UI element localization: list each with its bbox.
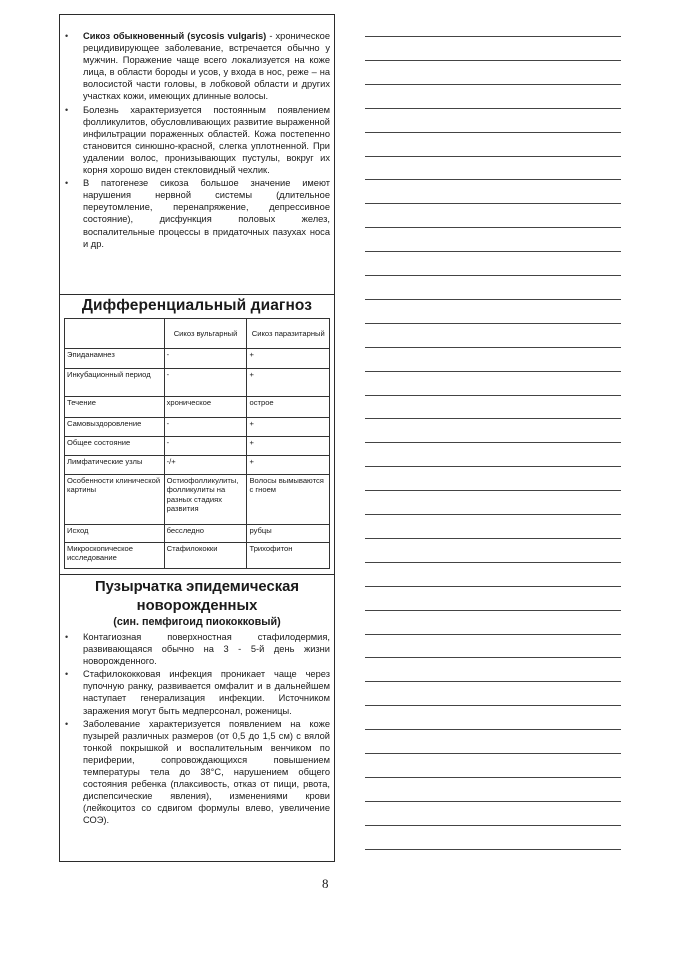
table-cell: - bbox=[164, 369, 247, 397]
differential-table bbox=[64, 318, 330, 569]
note-line bbox=[365, 299, 621, 300]
list-item bbox=[65, 668, 330, 716]
bullet-text: Контагиозная поверхностная стафилодермия, развивающаяся обычно на 3 - 5-й день жизни новорожденного. bbox=[83, 632, 330, 667]
table-row bbox=[65, 397, 330, 418]
notes-column bbox=[365, 0, 621, 960]
bullet-text: Болезнь характеризуется постоянным появлением фолликулитов, обусловливающих развитие выраженной инфильтрации пораженных областей. Кожа постепенно становится синюшно-красной, слегка уплотненной. При удалении волос, пронизывающих пустулы, вокруг их корня хорошо виден стекловидный чехлик. bbox=[83, 104, 330, 176]
list-item bbox=[65, 104, 330, 177]
table-header-cell bbox=[65, 319, 165, 349]
bullet-icon: • bbox=[65, 104, 69, 115]
table-cell: Течение bbox=[65, 397, 165, 418]
bullet-text: В патогенезе сикоза большое значение имеют нарушения нервной системы (длительное переутомление, перенапряжение, депрессивное состояние), дисфункция половых желез, воспалительные процессы в придаточных пазухах носа и др. bbox=[83, 178, 330, 249]
table-cell: + bbox=[247, 349, 330, 369]
table-cell: Исход bbox=[65, 525, 165, 543]
table-cell: рубцы bbox=[247, 525, 330, 543]
pemphigus-section bbox=[65, 631, 330, 828]
list-item bbox=[65, 718, 330, 827]
bullet-icon: • bbox=[65, 718, 69, 729]
note-line bbox=[365, 179, 621, 180]
note-line bbox=[365, 610, 621, 611]
table-cell: + bbox=[247, 456, 330, 475]
table-cell: + bbox=[247, 437, 330, 456]
table-cell: - bbox=[164, 418, 247, 437]
table-cell: - bbox=[164, 349, 247, 369]
table-cell: Общее состояние bbox=[65, 437, 165, 456]
bullet-icon: • bbox=[65, 31, 69, 41]
note-line bbox=[365, 395, 621, 396]
table-cell: + bbox=[247, 418, 330, 437]
table-cell: -/+ bbox=[164, 456, 247, 475]
note-line bbox=[365, 514, 621, 515]
pemphigus-subheading: (син. пемфигоид пиококковый) bbox=[113, 616, 281, 628]
table-cell: Инкубационный период bbox=[65, 369, 165, 397]
note-line bbox=[365, 586, 621, 587]
bullet-icon: • bbox=[65, 669, 69, 680]
table-cell: - bbox=[164, 437, 247, 456]
note-line bbox=[365, 634, 621, 635]
table-header-cell: Сикоз паразитарный bbox=[247, 319, 330, 349]
sycosis-section bbox=[65, 30, 330, 251]
note-line bbox=[365, 753, 621, 754]
table-row bbox=[65, 369, 330, 397]
list-item bbox=[65, 177, 330, 250]
bullet-icon: • bbox=[65, 632, 69, 642]
section-divider bbox=[59, 294, 335, 295]
note-line bbox=[365, 323, 621, 324]
note-line bbox=[365, 777, 621, 778]
pemphigus-heading bbox=[59, 578, 335, 616]
differential-heading: Дифференциальный диагноз bbox=[81, 297, 313, 314]
note-line bbox=[365, 466, 621, 467]
note-line bbox=[365, 156, 621, 157]
bullet-icon: • bbox=[65, 178, 69, 189]
note-line bbox=[365, 132, 621, 133]
table-cell: Микроскопическое исследование bbox=[65, 543, 165, 569]
pemphigus-heading-line1: Пузырчатка эпидемическая bbox=[95, 579, 299, 595]
note-line bbox=[365, 227, 621, 228]
note-line bbox=[365, 490, 621, 491]
note-line bbox=[365, 60, 621, 61]
table-cell: Особенности клинической картины bbox=[65, 475, 165, 525]
table-cell: Эпиданамнез bbox=[65, 349, 165, 369]
term-title: Сикоз обыкновенный (sycosis vulgaris) bbox=[83, 31, 267, 41]
table-cell: Самовыздоровление bbox=[65, 418, 165, 437]
note-line bbox=[365, 251, 621, 252]
note-line bbox=[365, 801, 621, 802]
note-line bbox=[365, 275, 621, 276]
note-line bbox=[365, 657, 621, 658]
table-cell: Остиофолликулиты, фолликулиты на разных стадиях развития bbox=[164, 475, 247, 525]
note-line bbox=[365, 418, 621, 419]
note-line bbox=[365, 825, 621, 826]
note-line bbox=[365, 705, 621, 706]
table-row bbox=[65, 475, 330, 525]
pemphigus-bullet-list bbox=[65, 631, 330, 827]
table-cell: хроническое bbox=[164, 397, 247, 418]
table-row bbox=[65, 456, 330, 475]
list-item bbox=[65, 631, 330, 667]
table-row bbox=[65, 525, 330, 543]
table-cell: + bbox=[247, 369, 330, 397]
note-line bbox=[365, 538, 621, 539]
table-row bbox=[65, 543, 330, 569]
note-line bbox=[365, 203, 621, 204]
note-line bbox=[365, 84, 621, 85]
note-line bbox=[365, 442, 621, 443]
note-line bbox=[365, 849, 621, 850]
note-line bbox=[365, 729, 621, 730]
table-cell: Трихофитон bbox=[247, 543, 330, 569]
table-cell: Волосы вымываются с гноем bbox=[247, 475, 330, 525]
bullet-text: Стафилококковая инфекция проникает чаще через пупочную ранку, развивается омфалит и в дальнейшем наступает генерализация инфекции. Источником заражения могут быть медперсонал, роженицы. bbox=[83, 669, 330, 716]
table-header-row bbox=[65, 319, 330, 349]
list-item bbox=[65, 30, 330, 103]
pemphigus-heading-line2: новорожденных bbox=[136, 598, 258, 614]
note-line bbox=[365, 108, 621, 109]
table-cell: Стафилококки bbox=[164, 543, 247, 569]
bullet-text: - хроническое рецидивирующее заболевание, встречается обычно у мужчин. Поражение чаще всего локализуется на коже лица, в области бороды и усов, у входа в нос, реже – на волосистой части головы, в лобковой области и других участках кожи, имеющих длинные волосы. bbox=[83, 31, 330, 102]
table-cell: Лимфатические узлы bbox=[65, 456, 165, 475]
note-line bbox=[365, 681, 621, 682]
note-line bbox=[365, 347, 621, 348]
table-header-cell: Сикоз вульгарный bbox=[164, 319, 247, 349]
section-divider bbox=[59, 574, 335, 575]
table-row bbox=[65, 418, 330, 437]
table-cell: острое bbox=[247, 397, 330, 418]
sycosis-bullet-list bbox=[65, 30, 330, 250]
table-row bbox=[65, 349, 330, 369]
table-row bbox=[65, 437, 330, 456]
page-number: 8 bbox=[322, 876, 329, 891]
note-line bbox=[365, 371, 621, 372]
bullet-text: Заболевание характеризуется появлением на коже пузырей различных размеров (от 0,5 до 1,5 см) с вялой тонкой покрышкой и воспалительным венчиком по периферии, сопровождающихся повышением температуры тела до 38°С, нарушением общего состояния ребенка (плаксивость, отказ от пищи, рвота, диспепсические явления), изменениями крови (лейкоцитоз со сдвигом формулы влево, увеличение СОЭ). bbox=[83, 718, 330, 826]
note-line bbox=[365, 562, 621, 563]
table-cell: бесследно bbox=[164, 525, 247, 543]
note-line bbox=[365, 36, 621, 37]
